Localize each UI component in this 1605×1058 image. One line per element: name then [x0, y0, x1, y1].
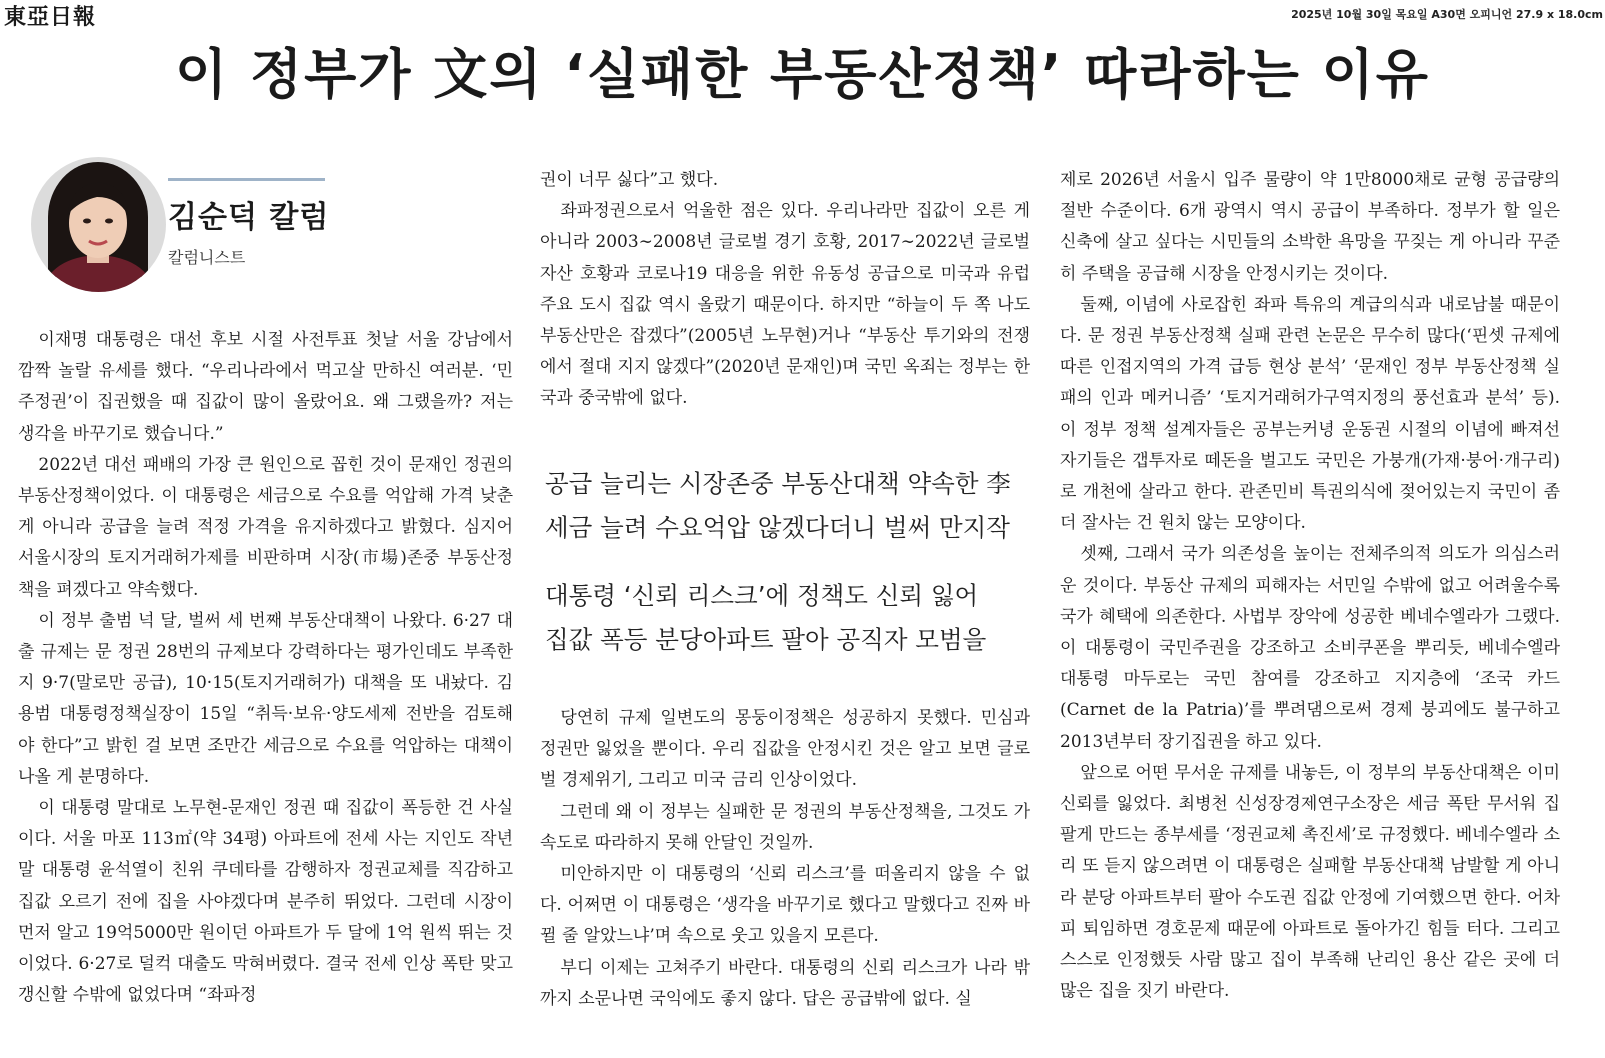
body-paragraph-continued: 권이 너무 싫다”고 했다. [540, 170, 719, 190]
body-paragraph: 당연히 규제 일변도의 몽둥이정책은 성공하지 못했다. 민심과 정권만 잃었을 뿐이다. 우리 집값을 안정시킨 것은 알고 보면 글로벌 경제위기, 그리고 미국 금리 인상이었다. [540, 708, 1030, 791]
body-column-3 [1060, 165, 1560, 1050]
body-paragraph: 셋째, 그래서 국가 의존성을 높이는 전체주의적 의도가 의심스러운 것이다. 부동산 규제의 피해자는 서민일 수밖에 없고 어려울수록 국가 혜택에 의존한다. 사법부 장악에 성공한 베네수엘라가 그랬다. 이 대통령이 국민주권을 강조하고 소비쿠폰을 뿌리듯, 베네수엘라 대통령 마두로는 국민 참여를 강조하고 지지층에 ‘조국 카드(Carnet de la Patria)’를 뿌려댐으로써 경제 붕괴에도 불구하고 2013년부터 장기집권을 하고 있다. [1060, 544, 1560, 752]
author-role: 칼럼니스트 [168, 248, 246, 267]
subheadline: 공급 늘리는 시장존중 부동산대책 약속한 李 [545, 469, 1011, 498]
byline-rule [168, 178, 325, 181]
body-column-1 [18, 325, 513, 1045]
publication-info: 2025년 10월 30일 목요일 A30면 오피니언 27.9 x 18.0cm [1291, 8, 1603, 21]
column-title: 김순덕 칼럼 [168, 200, 330, 235]
body-paragraph: 앞으로 어떤 무서운 규제를 내놓든, 이 정부의 부동산대책은 이미 신뢰를 잃었다. 최병천 신성장경제연구소장은 세금 폭탄 무서워 집 팔게 만드는 종부세를 ‘정권교체 촉진세’로 규정했다. 베네수엘라 소리 또 듣지 않으려면 이 대통령은 실패할 부동산대책 남발할 게 아니라 분당 아파트부터 팔아 수도권 집값 안정에 기여했으면 한다. 어차피 퇴임하면 경호문제 때문에 아파트로 돌아가긴 힘들 터다. 그리고 스스로 인정했듯 사람 많고 집이 부족해 난리인 용산 같은 곳에 더 많은 집을 짓기 바란다. [1060, 762, 1560, 1002]
author-photo-image [31, 157, 166, 292]
body-paragraph: 이재명 대통령은 대선 후보 시절 사전투표 첫날 서울 강남에서 깜짝 놀랄 유세를 했다. “우리나라에서 먹고살 만하신 여러분. ‘민주정권’이 집권했을 때 집값이 많이 올랐어요. 왜 그랬을까? 저는 생각을 바꾸기로 했습니다.” [18, 330, 513, 444]
body-paragraph: 이 대통령 말대로 노무현-문재인 정권 때 집값이 폭등한 건 사실이다. 서울 마포 113㎡(약 34평) 아파트에 전세 사는 지인도 작년 말 대통령 윤석열이 친위 쿠데타를 감행하자 정권교체를 직감하고 집값 오르기 전에 집을 사야겠다며 분주히 뛰었다. 그런데 시장이 먼저 알고 19억5000만 원이던 아파트가 두 달에 1억 원씩 뛰는 것이었다. 6·27로 덜컥 대출도 막혀버렸다. 결국 전세 인상 폭탄 맞고 갱신할 수밖에 없었다며 “좌파정 [18, 798, 513, 1006]
subheadline-box [545, 462, 1035, 662]
subheadline: 대통령 ‘신뢰 리스크’에 정책도 신뢰 잃어 [545, 581, 979, 610]
body-paragraph: 둘째, 이념에 사로잡힌 좌파 특유의 계급의식과 내로남불 때문이다. 문 정권 부동산정책 실패 관련 논문은 무수히 많다(‘핀셋 규제에 따른 인접지역의 가격 급등 현상 분석’ ‘문재인 정부 부동산정책 실패의 인과 메커니즘’ ‘토지거래허가구역지정의 풍선효과 분석’ 등). 이 정부 정책 설계자들은 공부는커녕 운동권 시절의 이념에 빠져선 자기들은 갭투자로 떼돈을 벌고도 국민은 가붕개(가재·붕어·개구리)로 개천에 살라고 한다. 관존민비 특권의식에 젖어있는지 국민이 좀 더 잘사는 건 원치 않는 모양이다. [1060, 294, 1560, 534]
body-paragraph: 좌파정권으로서 억울한 점은 있다. 우리나라만 집값이 오른 게 아니라 2003∼2008년 글로벌 경기 호황, 2017∼2022년 글로벌 자산 호황과 코로나19 대응을 위한 유동성 공급으로 미국과 유럽 주요 도시 집값 역시 올랐기 때문이다. 하지만 “하늘이 두 쪽 나도 부동산만은 잡겠다”(2005년 노무현)거나 “부동산 투기와의 전쟁에서 절대 지지 않겠다”(2020년 문재인)며 국민 옥죄는 정부는 한국과 중국밖에 없다. [540, 201, 1030, 409]
body-paragraph-continued: 제로 2026년 서울시 입주 물량이 약 1만8000채로 균형 공급량의 절반 수준이다. 6개 광역시 역시 공급이 부족하다. 정부가 할 일은 신축에 살고 싶다는 시민들의 소박한 욕망을 꾸짖는 게 아니라 꾸준히 주택을 공급해 시장을 안정시키는 것이다. [1060, 170, 1560, 284]
body-paragraph: 부디 이제는 고쳐주기 바란다. 대통령의 신뢰 리스크가 나라 밖까지 소문나면 국익에도 좋지 않다. 답은 공급밖에 없다. 실 [540, 957, 1030, 1009]
headline: 이 정부가 文의 ‘실패한 부동산정책’ 따라하는 이유 [175, 43, 1430, 106]
body-paragraph: 2022년 대선 패배의 가장 큰 원인으로 꼽힌 것이 문재인 정권의 부동산정책이었다. 이 대통령은 세금으로 수요를 억압해 가격 낮춘 게 아니라 공급을 늘려 적정 가격을 유지하겠다고 밝혔다. 심지어 서울시장의 토지거래허가제를 비판하며 시장(市場)존중 부동산정책을 펴겠다고 약속했다. [18, 454, 513, 600]
body-paragraph: 이 정부 출범 넉 달, 벌써 세 번째 부동산대책이 나왔다. 6·27 대출 규제는 문 정권 28번의 규제보다 강력하다는 평가인데도 부족한지 9·7(말로만 공급), 10·15(토지거래허가) 대책을 또 내놨다. 김용범 대통령정책실장이 15일 “취득·보유·양도세제 전반을 검토해야 한다”고 밝힌 걸 보면 조만간 세금으로 수요를 억압하는 대책이 나올 게 분명하다. [18, 610, 513, 787]
body-paragraph: 미안하지만 이 대통령의 ‘신뢰 리스크’를 떠올리지 않을 수 없다. 어쩌면 이 대통령은 ‘생각을 바꾸기로 했다고 말했다고 진짜 바뀔 줄 알았느냐’며 속으로 웃고 있을지 모른다. [540, 864, 1030, 947]
newspaper-logo: 東亞日報 [4, 4, 97, 30]
subheadline: 세금 늘려 수요억압 않겠다더니 벌써 만지작 [545, 513, 1010, 542]
body-column-2-top [540, 165, 1030, 420]
body-column-2-bottom [540, 703, 1030, 1048]
author-portrait [31, 157, 166, 292]
body-paragraph: 그런데 왜 이 정부는 실패한 문 정권의 부동산정책을, 그것도 가속도로 따라하지 못해 안달인 것일까. [540, 801, 1030, 853]
subheadline: 집값 폭등 분당아파트 팔아 공직자 모범을 [545, 625, 987, 654]
